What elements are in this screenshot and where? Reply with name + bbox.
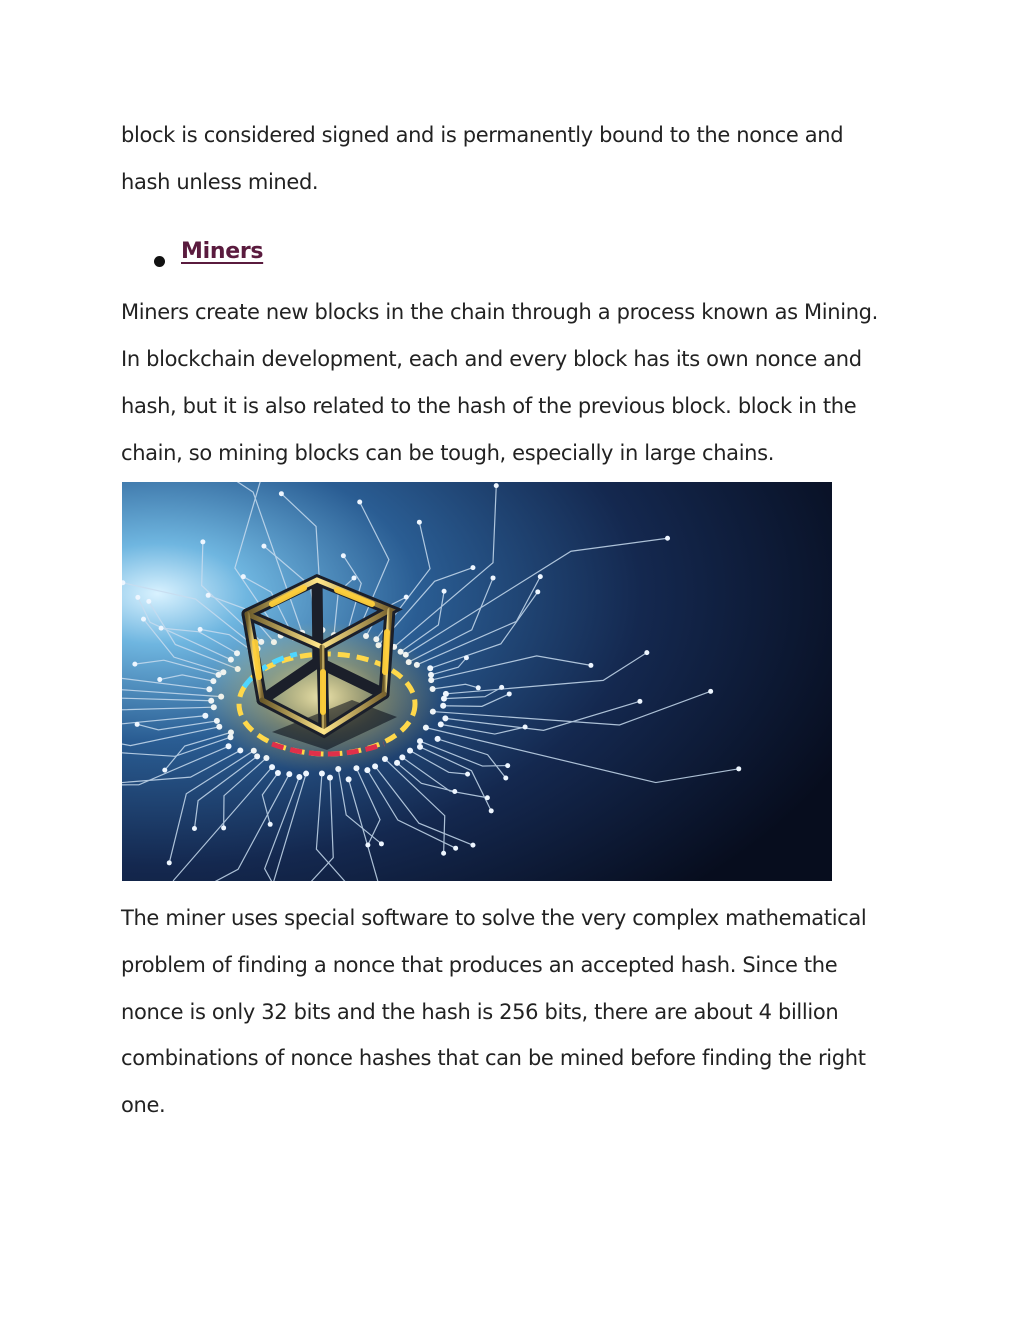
circuit-node [279,491,284,496]
circuit-node [159,626,164,631]
circuit-node [206,593,211,598]
circuit-node [352,576,357,581]
circuit-node [485,795,490,800]
text-line: problem of finding a nonce that produces an accepted hash. Since the [121,952,838,977]
circuit-node [357,500,362,505]
text-line: block is considered signed and is permanently bound to the nonce and [121,123,844,147]
document-page [121,112,921,1129]
circuit-node [162,768,167,773]
section-heading-row [121,229,921,289]
circuit-node [489,809,494,814]
circuit-node [665,536,670,541]
circuit-node [637,699,642,704]
circuit-node [470,843,475,848]
circuit-node [141,617,146,622]
circuit-node [507,692,512,697]
circuit-node [261,544,266,549]
circuit-node [327,775,333,781]
circuit-node [192,826,197,831]
circuit-node [417,520,422,525]
circuit-node [341,553,346,558]
circuit-node [535,590,540,595]
circuit-node [453,846,458,851]
circuit-node [268,822,273,827]
circuit-node [399,755,405,761]
circuit-node [157,677,162,682]
text-line: hash unless mined. [121,169,319,194]
circuit-node [523,725,528,730]
blockchain-cube-illustration [122,482,832,881]
circuit-node [464,656,469,661]
circuit-node [379,842,384,847]
circuit-node [470,565,475,570]
circuit-node [452,789,457,794]
circuit-node [198,627,203,632]
circuit-node [296,774,302,780]
circuit-node [442,589,447,594]
circuit-node [494,483,499,488]
circuit-node [476,686,481,691]
circuit-node [465,772,470,777]
text-line: In blockchain development, each and every block has its own nonce and [121,347,862,372]
circuit-node [644,650,649,655]
circuit-node [221,826,226,831]
circuit-node [167,861,172,866]
text-line: one. [121,1093,166,1118]
circuit-node [503,776,508,781]
circuit-node [404,595,409,600]
circuit-node [286,771,292,777]
circuit-node [442,716,448,722]
circuit-node [736,767,741,772]
intro-paragraph [121,112,921,205]
circuit-node [491,576,496,581]
text-line: nonce is only 32 bits and the hash is 256 bits, there are about 4 billion [121,999,839,1024]
circuit-node [364,767,370,773]
section-heading-miners[interactable]: Miners [181,239,264,265]
circuit-node [346,777,352,783]
circuit-node [394,760,400,766]
circuit-node [708,689,713,694]
circuit-node [435,736,441,742]
circuit-node [499,685,504,690]
circuit-node [538,574,543,579]
circuit-node [132,662,137,667]
text-line: hash, but it is also related to the hash of the previous block. block in the [121,393,857,418]
circuit-node [275,770,281,776]
circuit-node [241,574,246,579]
bullet-icon [154,256,165,267]
circuit-node [438,722,444,728]
circuit-node [505,763,510,768]
software-paragraph [121,895,921,1129]
text-line: The miner uses special software to solve the very complex mathematical [121,906,867,931]
circuit-node [417,744,423,750]
circuit-node [365,843,370,848]
circuit-node [588,663,593,668]
circuit-node [200,540,205,545]
circuit-node [135,595,140,600]
text-line: Miners create new blocks in the chain through a process known as Mining. [121,300,878,325]
circuit-node [135,722,140,727]
circuit-node [146,599,151,604]
miners-paragraph [121,289,921,476]
circuit-node [441,851,446,856]
text-line: chain, so mining blocks can be tough, especially in large chains. [121,440,775,465]
text-line: combinations of nonce hashes that can be mined before finding the right [121,1046,866,1071]
